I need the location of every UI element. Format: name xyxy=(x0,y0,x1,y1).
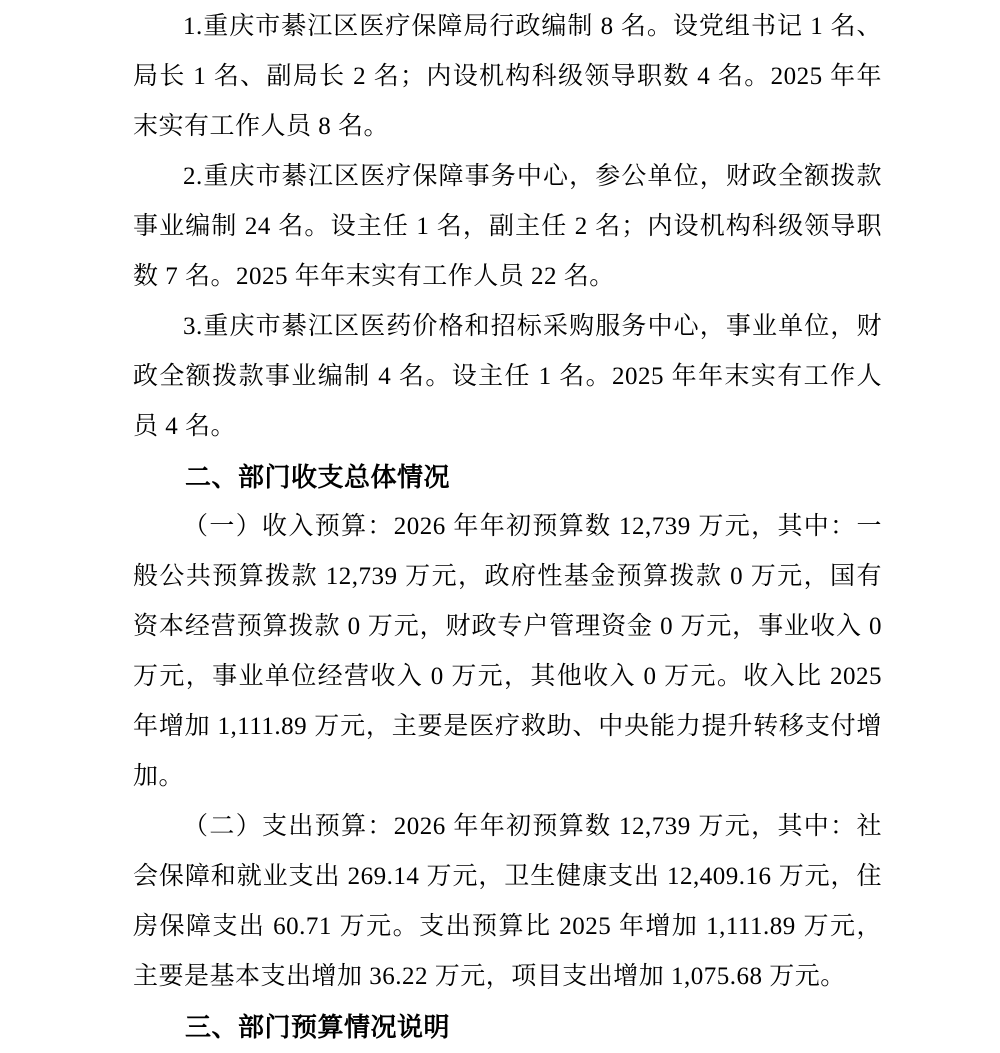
paragraph-expenditure-budget: （二）支出预算：2026 年年初预算数 12,739 万元，其中：社会保障和就业支出 269.14 万元，卫生健康支出 12,409.16 万元，住房保障支出 60.71 万元。支出预算比 2025 年增加 1,111.89 万元，主要是基本支出增加 36.22 万元，项目支出增加 1,075.68 万元。 xyxy=(133,813,882,990)
section-heading-revenue-expenditure-overview: 二、部门收支总体情况 xyxy=(185,462,451,492)
document-body xyxy=(133,2,882,1052)
section-heading-budget-explanation: 三、部门预算情况说明 xyxy=(185,1012,451,1042)
paragraph-staffing-affairs-center: 2.重庆市綦江区医疗保障事务中心，参公单位，财政全额拨款事业编制 24 名。设主任 1 名，副主任 2 名；内设机构科级领导职数 7 名。2025 年年末实有工作人员 22 名。 xyxy=(133,163,882,290)
paragraph-staffing-bureau: 1.重庆市綦江区医疗保障局行政编制 8 名。设党组书记 1 名、局长 1 名、副局长 2 名；内设机构科级领导职数 4 名。2025 年年末实有工作人员 8 名。 xyxy=(133,13,882,140)
paragraph-staffing-procurement-center: 3.重庆市綦江区医药价格和招标采购服务中心，事业单位，财政全额拨款事业编制 4 名。设主任 1 名。2025 年年末实有工作人员 4 名。 xyxy=(133,313,882,440)
paragraph-revenue-budget: （一）收入预算：2026 年年初预算数 12,739 万元，其中：一般公共预算拨款 12,739 万元，政府性基金预算拨款 0 万元，国有资本经营预算拨款 0 万元，财政专户管理资金 0 万元，事业收入 0 万元，事业单位经营收入 0 万元，其他收入 0 万元。收入比 2025 年增加 1,111.89 万元，主要是医疗救助、中央能力提升转移支付增加。 xyxy=(133,513,882,790)
